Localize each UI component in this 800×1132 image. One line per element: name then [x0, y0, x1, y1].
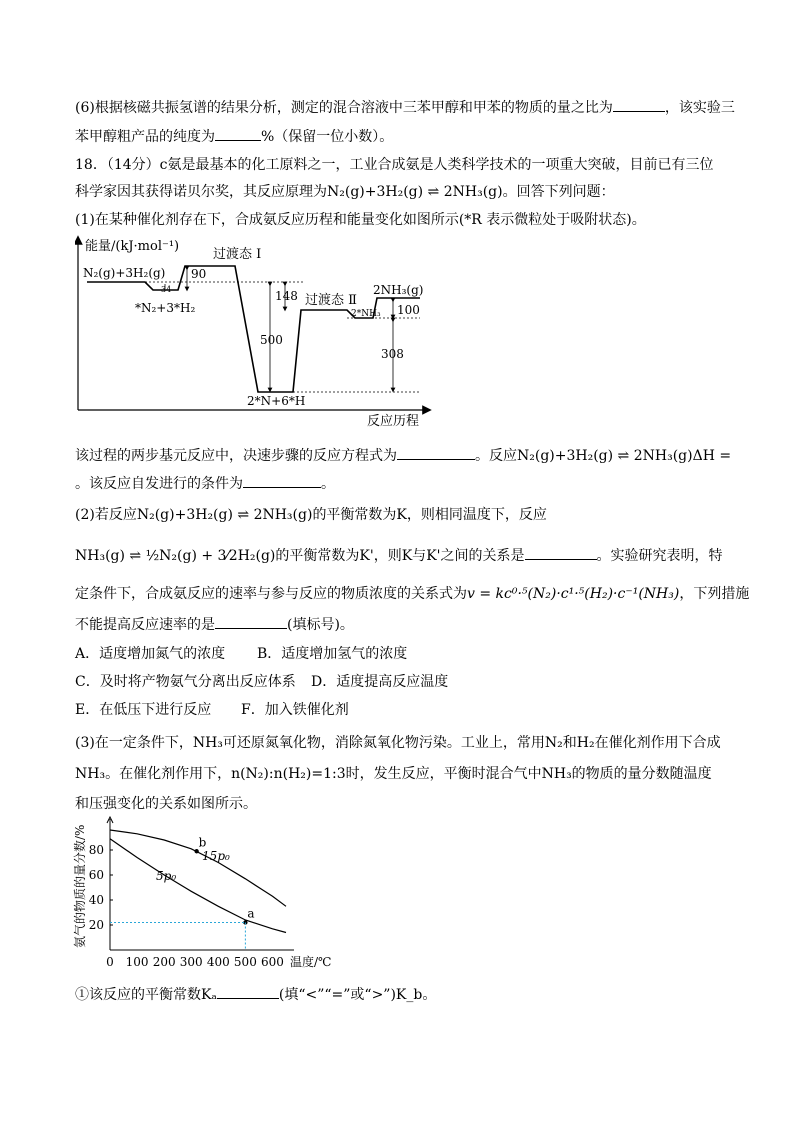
q18-part1: (1)在某种催化剂存在下，合成氨反应历程和能量变化如图所示(*R 表示微粒处于吸附状态)。: [75, 212, 646, 228]
nh3-fraction-chart: [70, 815, 350, 975]
x-tick-label: 500: [233, 955, 257, 969]
value-308: 308: [381, 347, 404, 361]
option-f[interactable]: F．加入铁催化剂: [241, 702, 349, 718]
q17-line-1: [75, 97, 735, 118]
q18-part1-question-2: [75, 473, 335, 494]
equation: NH₃(g) ⇌ ½N₂(g) + 3⁄2H₂(g): [75, 548, 276, 564]
point-label-a: a: [247, 906, 255, 921]
option-e[interactable]: E．在低压下进行反应: [75, 702, 212, 718]
q18-text: 。回答下列问题：: [502, 184, 615, 200]
energy-diagram: [75, 232, 445, 432]
y-tick-label: 20: [88, 918, 104, 932]
x-axis-label: 温度/℃: [290, 955, 332, 969]
q17-text: 苯甲醇粗产品的纯度为: [75, 129, 215, 145]
equation: N₂(g)+3H₂(g) ⇌ 2NH₃(g): [327, 184, 503, 200]
option-a[interactable]: A．适度增加氮气的浓度: [75, 646, 226, 662]
value-90: 90: [191, 267, 207, 281]
answer-blank[interactable]: [613, 97, 665, 112]
ka-symbol: Kₐ: [201, 987, 217, 1003]
value-500: 500: [260, 333, 283, 347]
ts1-label: 过渡态 Ⅰ: [213, 247, 262, 262]
q17-text: %（保留一位小数）。: [261, 129, 394, 145]
equation: N₂(g)+3H₂(g) ⇌ 2NH₃(g): [136, 507, 313, 523]
point-label-b: b: [198, 835, 207, 850]
energy-profile: [87, 266, 420, 392]
q18-part3-question: [75, 984, 436, 1005]
answer-blank[interactable]: [243, 473, 321, 488]
q18-text: 的平衡常数为K，则相同温度下，反应: [312, 507, 547, 523]
q18-part3-line2: NH₃。在催化剂作用下，n(N₂):n(H₂)=1:3时，发生反应，平衡时混合气中NH₃的物质的量分数随温度: [75, 766, 712, 782]
q17-line-2: [75, 126, 393, 147]
q18-part2-line2: [75, 545, 723, 566]
answer-blank[interactable]: [397, 445, 475, 460]
value-148: 148: [275, 289, 298, 303]
x-tick-label: 600: [261, 955, 284, 969]
option-b[interactable]: B．适度增加氢气的浓度: [257, 646, 408, 662]
product-label: 2NH₃(g): [373, 283, 424, 297]
point-b: [194, 849, 198, 853]
answer-blank[interactable]: [217, 984, 279, 999]
x-axis-label: 反应历程: [367, 414, 420, 429]
q18-text: 。反应: [475, 448, 517, 464]
series-label-5p0: 5p₀: [156, 869, 177, 883]
q18-text: 。: [422, 987, 437, 1003]
x-tick-label: 300: [179, 955, 203, 969]
y-tick-label: 80: [88, 843, 104, 857]
equation: N₂(g)+3H₂(g) ⇌ 2NH₃(g)ΔH =: [517, 448, 732, 464]
q18-text: 。实验研究表明，特: [596, 548, 723, 564]
q18-part2-line1: [75, 505, 547, 525]
q18-part3-line3: 和压强变化的关系如图所示。: [75, 796, 257, 812]
x-tick-label: 200: [152, 955, 176, 969]
q18-intro-2: [75, 182, 615, 202]
q18-text: 。该反应自发进行的条件为: [75, 476, 243, 492]
q18-text: 该过程的两步基元反应中，决速步骤的反应方程式为: [75, 448, 397, 464]
q18-text: 之间的关系是: [440, 548, 525, 564]
q18-text: ，下列措施: [679, 586, 750, 602]
q18-part1-question: [75, 445, 731, 466]
x-tick-label: 400: [206, 955, 230, 969]
rate-equation: v = kc⁰·⁵(N₂)·c¹·⁵(H₂)·c⁻¹(NH₃): [467, 586, 680, 602]
q18-text: 的平衡常数为: [275, 548, 360, 564]
y-axis-label: 能量/(kJ·mol⁻¹): [85, 239, 180, 254]
series-label-15p0: 15p₀: [202, 849, 230, 863]
q18-text: (填“<”“=”或“>”): [278, 987, 396, 1003]
kb-symbol: K_b: [395, 987, 423, 1003]
q18-text: ①该反应的平衡常数: [75, 987, 201, 1003]
option-c[interactable]: C．及时将产物氨气分离出反应体系: [75, 674, 296, 690]
y-tick-label: 60: [88, 868, 104, 882]
q18-text: 科学家因其获得诺贝尔奖，其反应原理为: [75, 184, 327, 200]
value-100: 100: [397, 303, 420, 317]
answer-blank[interactable]: [525, 545, 597, 560]
option-d[interactable]: D．适度提高反应温度: [311, 674, 449, 690]
y-tick-label: 40: [88, 893, 104, 907]
q18-part2-line4: [75, 614, 354, 635]
y-axis-label: 氨气的物质的量分数/%: [73, 824, 87, 948]
answer-blank[interactable]: [215, 614, 287, 629]
k-prime: K': [359, 548, 374, 564]
q18-part2-line3: [75, 584, 749, 604]
reactants-label: N₂(g)+3H₂(g): [83, 266, 166, 280]
atoms-label: 2*N+6*H: [247, 394, 306, 408]
q18-intro-1: 18．（14分）c氨是最基本的化工原料之一，工业合成氨是人类科学技术的一项重大突破，目前已有三位: [75, 157, 714, 173]
q18-text: 不能提高反应速率的是: [75, 617, 215, 633]
q18-text: (2)若反应: [75, 507, 137, 523]
q18-text: 。: [321, 476, 335, 492]
k-prime: K': [426, 548, 441, 564]
x-tick-label: 100: [125, 955, 149, 969]
value-34: 34: [161, 285, 172, 294]
q18-text: (填标号)。: [287, 617, 354, 633]
ts2-label: 过渡态 Ⅱ: [305, 293, 357, 308]
adsorbed-label: *N₂+3*H₂: [135, 301, 196, 315]
ads-nh3-label: 2*NH₃: [351, 309, 381, 319]
q17-text: ，该实验三: [664, 100, 735, 116]
x-tick-label: 0: [106, 955, 114, 969]
q17-text: (6)根据核磁共振氢谱的结果分析，测定的混合溶液中三苯甲醇和甲苯的物质的量之比为: [75, 100, 613, 116]
q18-text: ，则K与: [373, 548, 427, 564]
q18-part3-line1: (3)在一定条件下，NH₃可还原氮氧化物，消除氮氧化物污染。工业上，常用N₂和H₂在催化剂作用下合成: [75, 735, 721, 751]
answer-blank[interactable]: [215, 126, 261, 141]
q18-text: 定条件下，合成氨反应的速率与参与反应的物质浓度的关系式为: [75, 586, 467, 602]
